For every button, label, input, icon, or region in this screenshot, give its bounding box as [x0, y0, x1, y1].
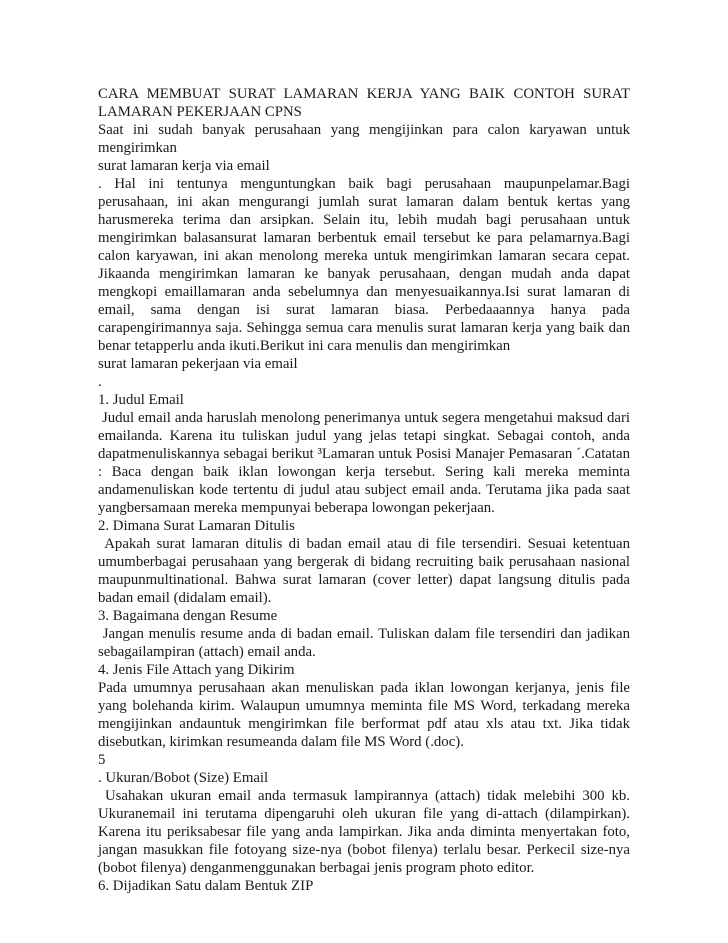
section-1-heading: 1. Judul Email	[98, 392, 184, 408]
document-title: CARA MEMBUAT SURAT LAMARAN KERJA YANG BAIK CONTOH SURAT LAMARAN PEKERJAAN CPNS	[98, 86, 630, 120]
section-3-body: Jangan menulis resume anda di badan email. Tuliskan dalam file tersendiri dan jadikan sebagailampiran (attach) email anda.	[98, 626, 630, 660]
section-1-body: Judul email anda haruslah menolong penerimanya untuk segera mengetahui maksud dari emailanda. Karena itu tuliskan judul yang jelas tetapi singkat. Sebagai contoh, anda dapatmenuliskannya sebagai berikut ³Lamaran untuk Posisi Manajer Pemasaran ´.Catatan : Baca dengan baik iklan lowongan kerja tersebut. Sering kali mereka meminta andamenuliskan kode tertentu di judul atau subject email anda. Terutama jika pada saat yangbersamaan mereka mempunyai beberapa lowongan pekerjaan.	[98, 410, 630, 516]
section-4-heading: 4. Jenis File Attach yang Dikirim	[98, 662, 295, 678]
intro-paragraph-2: . Hal ini tentunya menguntungkan baik bagi perusahaan maupunpelamar.Bagi perusahaan, ini akan mengurangi jumlah surat lamaran dalam bentuk kertas yang harusmereka terima dan arsipkan. Selain itu, lebih mudah bagi perusahaan untuk mengirimkan balasansurat lamaran berbentuk email tersebut ke para pelamarnya.Bagi calon karyawan, ini akan menolong mereka untuk mengirimkan lamaran secara cepat. Jikaanda mengirimkan lamaran ke banyak perusahaan, dengan mudah anda dapat mengkopi emaillamaran anda sebelumnya dan menyesuaikannya.Isi surat lamaran di email, sama dengan isi surat lamaran biasa. Perbedaaannya hanya pada carapengirimannya saja. Sehingga semua cara menulis surat lamaran kerja yang baik dan benar tetapperlu anda ikuti.Berikut ini cara menulis dan mengirimkan	[98, 176, 630, 354]
section-5-body: Usahakan ukuran email anda termasuk lampirannya (attach) tidak melebihi 300 kb. Ukuranemail ini terutama dipengaruhi oleh ukuran file yang di-attach (dilampirkan). Karena itu periksabesar file yang anda lampirkan. Jika anda diminta menyertakan foto, jangan masukkan file fotoyang size-nya (bobot filenya) terlalu besar. Perkecil size-nya (bobot filenya) denganmenggunakan berbagai jenis program photo editor.	[98, 788, 630, 876]
section-5-heading: . Ukuran/Bobot (Size) Email	[98, 770, 269, 786]
section-3-heading: 3. Bagaimana dengan Resume	[98, 608, 278, 624]
stray-period-line: .	[98, 374, 102, 390]
section-5-number-line: 5	[98, 752, 106, 768]
intro-paragraph-1: Saat ini sudah banyak perusahaan yang mengijinkan para calon karyawan untuk mengirimkan	[98, 122, 630, 156]
section-4-body: Pada umumnya perusahaan akan menuliskan pada iklan lowongan kerjanya, jenis file yang bolehanda kirim. Walaupun umumnya meminta file MS Word, terkadang mereka mengijinkan andauntuk mengirimkan file berformat pdf atau xls atau txt. Jika tidak disebutkan, kirimkan resumeanda dalam file MS Word (.doc).	[98, 680, 630, 750]
intro-line-email: surat lamaran kerja via email	[98, 158, 270, 174]
section-6-heading: 6. Dijadikan Satu dalam Bentuk ZIP	[98, 878, 314, 894]
intro-line-email-2: surat lamaran pekerjaan via email	[98, 356, 298, 372]
section-2-body: Apakah surat lamaran ditulis di badan email atau di file tersendiri. Sesuai ketentuan umumberbagai perusahaan yang bergerak di bidang recruiting baik perusahaan nasional maupunmultinational. Bahwa surat lamaran (cover letter) dapat langsung ditulis pada badan email (didalam email).	[98, 536, 630, 606]
document-body	[98, 85, 630, 895]
section-2-heading: 2. Dimana Surat Lamaran Ditulis	[98, 518, 295, 534]
